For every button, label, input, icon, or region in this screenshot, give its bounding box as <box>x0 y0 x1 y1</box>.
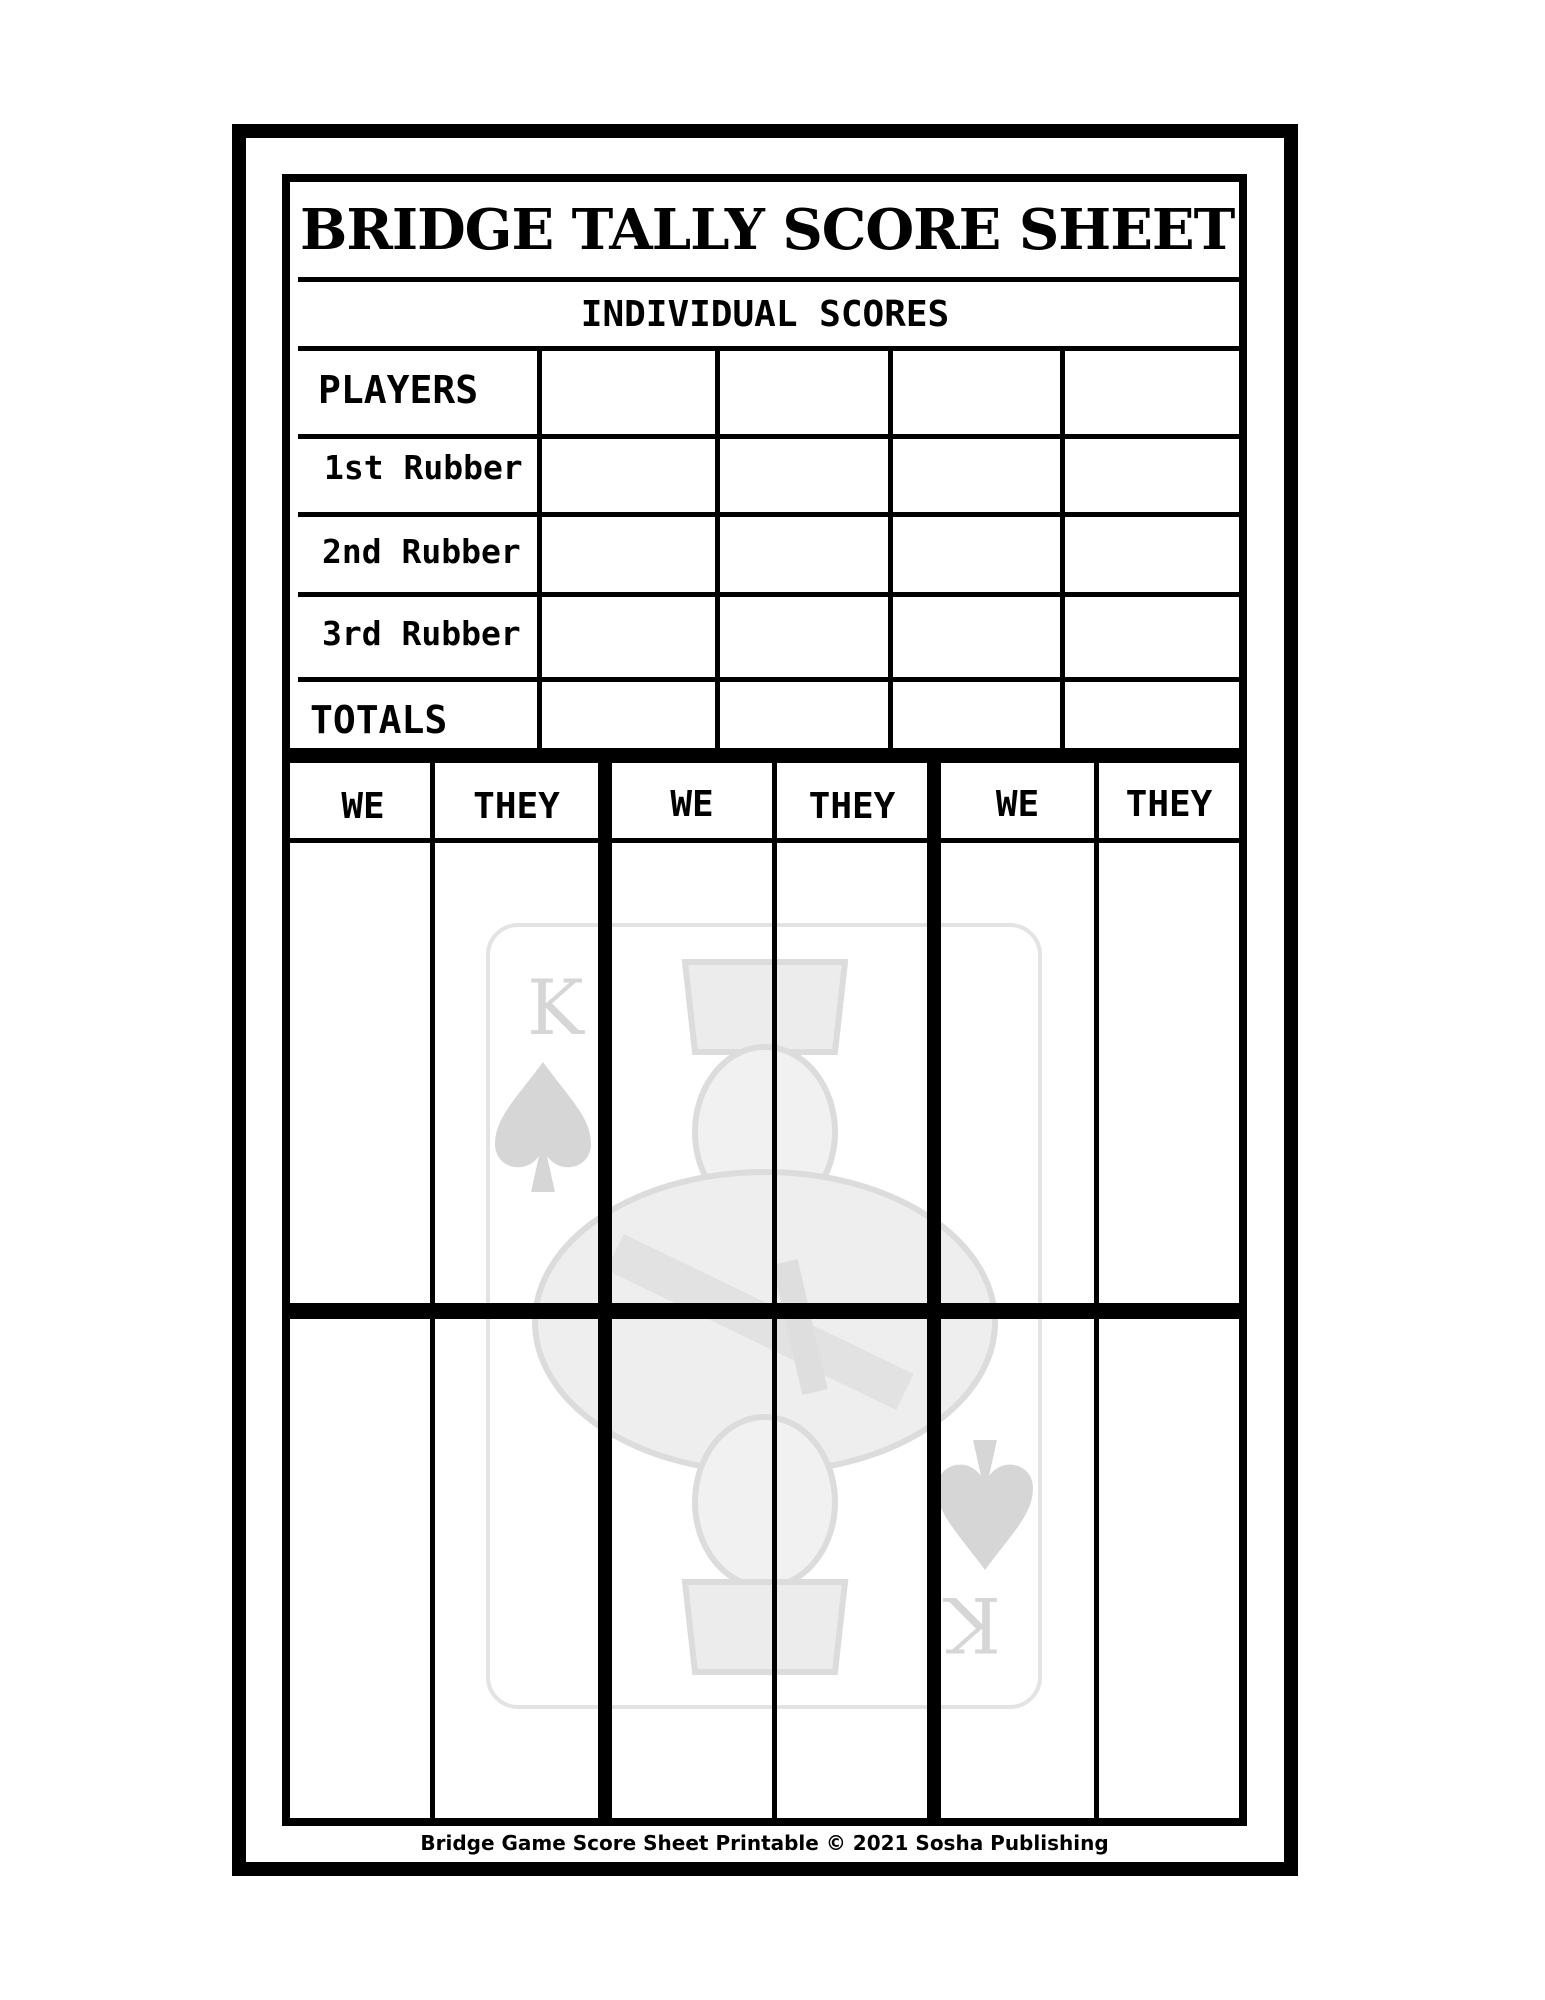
footer-copyright: Bridge Game Score Sheet Printable © 2021 Sosha Publishing <box>420 1831 1109 1855</box>
tally-col-line-2 <box>772 763 777 1818</box>
row-label-rubber-1: 1st Rubber <box>324 448 523 487</box>
card-rank-bottom-letter: K <box>944 1580 1001 1669</box>
grid-line-players <box>298 434 1239 439</box>
grid-col-line-4 <box>1060 349 1065 749</box>
grid-line-rubber1 <box>298 512 1239 517</box>
col-header-we-1: WE <box>341 786 385 827</box>
grid-col-line-1 <box>537 349 542 749</box>
sheet-title: BRIDGE TALLY SCORE SHEET <box>300 197 1235 263</box>
tally-middle-bar <box>286 1303 1243 1319</box>
card-rank-top-letter: K <box>527 963 584 1052</box>
row-label-rubber-3: 3rd Rubber <box>322 614 521 653</box>
row-label-totals: TOTALS <box>310 698 448 742</box>
col-header-they-2: THEY <box>808 786 896 827</box>
col-header-we-2: WE <box>670 784 714 825</box>
grid-col-line-2 <box>715 349 720 749</box>
grid-line-rubber2 <box>298 592 1239 597</box>
grid-col-line-3 <box>888 349 893 749</box>
col-header-they-3: THEY <box>1125 784 1213 825</box>
row-label-rubber-2: 2nd Rubber <box>322 532 521 571</box>
col-header-we-3: WE <box>995 784 1040 825</box>
tally-header-line <box>290 838 1240 843</box>
tally-group-sep-1 <box>598 763 612 1818</box>
tally-col-line-3 <box>1094 763 1099 1818</box>
grid-line-rubber3 <box>298 677 1239 682</box>
row-label-players: PLAYERS <box>318 368 479 412</box>
section-title: INDIVIDUAL SCORES <box>580 294 950 335</box>
title-divider <box>298 277 1239 282</box>
col-header-they-1: THEY <box>473 786 560 827</box>
section-divider <box>298 346 1239 351</box>
sheet-frame <box>282 174 1247 1826</box>
tally-col-line-1 <box>430 763 435 1818</box>
tally-top-bar <box>286 748 1243 763</box>
tally-group-sep-2 <box>927 763 941 1818</box>
